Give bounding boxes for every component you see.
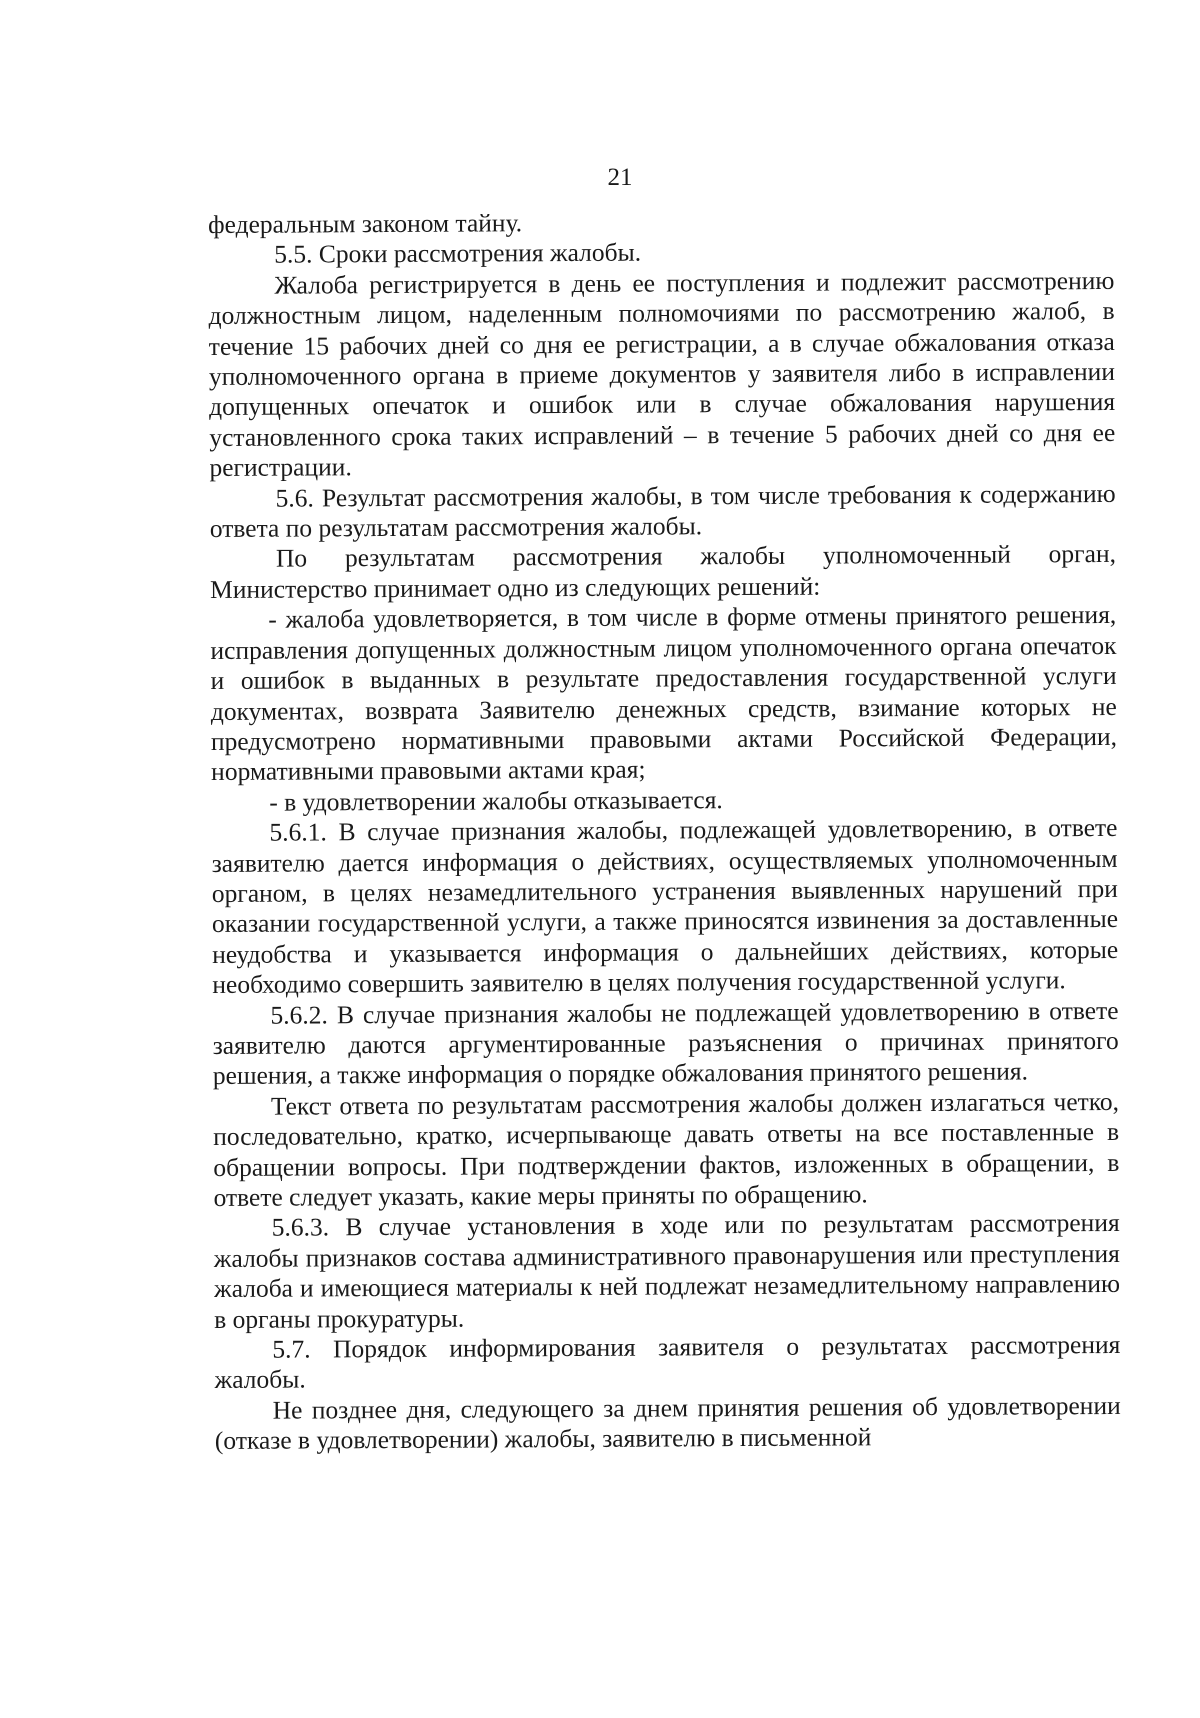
page-number: 21 [607, 164, 633, 191]
paragraph-complaint-registration: Жалоба регистрируется в день ее поступления и подлежит рассмотрению должностным лицом, наделенным полномочиями по рассмотрению жалоб, в течение 15 рабочих дней со дня ее регистрации, а в случае обжалования отказа уполномоченного органа в приеме документов у заявителя либо в исправлении допущенных опечаток и ошибок или в случае обжалования нарушения установленного срока таких исправлений – в течение 5 рабочих дней со дня ее регистрации. [208, 265, 1116, 483]
paragraph-response-text: Текст ответа по результатам рассмотрения жалобы должен излагаться четко, последовательно, кратко, исчерпывающе давать ответы на все поставленные в обращении вопросы. При подтверждении фактов, изложенных в обращении, в ответе следует указать, какие меры приняты по обращению. [213, 1086, 1120, 1212]
paragraph-5-6-1: 5.6.1. В случае признания жалобы, подлежащей удовлетворению, в ответе заявителю дается информация о действиях, осуществляемых уполномоченным органом, в целях незамедлительного устранения выявленных нарушений при оказании государственной услуги, а также приносятся извинения за доставленные неудобства и указывается информация о дальнейших действиях, которые необходимо совершить заявителю в целях получения государственной услуги. [211, 813, 1119, 1000]
document-body [208, 205, 1121, 1457]
section-heading-5-7: 5.7. Порядок информирования заявителя о результатах рассмотрения жалобы. [214, 1329, 1121, 1395]
paragraph-continuation: федеральным законом тайну. [208, 208, 523, 239]
section-heading-5-6: 5.6. Результат рассмотрения жалобы, в том числе требования к содержанию ответа по результатам рассмотрения жалобы. [209, 478, 1116, 544]
paragraph-5-6-3: 5.6.3. В случае установления в ходе или по результатам рассмотрения жалобы признаков состава административного правонарушения или преступления жалоба и имеющиеся материалы к ней подлежат незамедлительному направлению в органы прокуратуры. [213, 1208, 1121, 1334]
list-item-complaint-refused: - в удовлетворении жалобы отказывается. [269, 784, 723, 817]
paragraph-decisions-intro: По результатам рассмотрения жалобы уполномоченный орган, Министерство принимает одно из следующих решений: [210, 539, 1117, 604]
paragraph-notification-deadline: Не позднее дня, следующего за днем принятия решения об удовлетворении (отказе в удовлетворении) жалобы, заявителю в письменной [214, 1390, 1121, 1456]
section-heading-5-5: 5.5. Сроки рассмотрения жалобы. [274, 237, 642, 270]
list-item-complaint-satisfied: - жалоба удовлетворяется, в том числе в форме отмены принятого решения, исправления допущенных должностным лицом уполномоченного органа опечаток и ошибок в выданных в результате предоставления государственной услуги документах, возврата Заявителю денежных средств, взимание которых не предусмотрено нормативными правовыми актами Российской Федерации, нормативными правовыми актами края; [210, 600, 1118, 787]
paragraph-5-6-2: 5.6.2. В случае признания жалобы не подлежащей удовлетворению в ответе заявителю даются аргументированные разъяснения о причинах принятого решения, а также информация о порядке обжалования принятого решения. [212, 995, 1119, 1091]
